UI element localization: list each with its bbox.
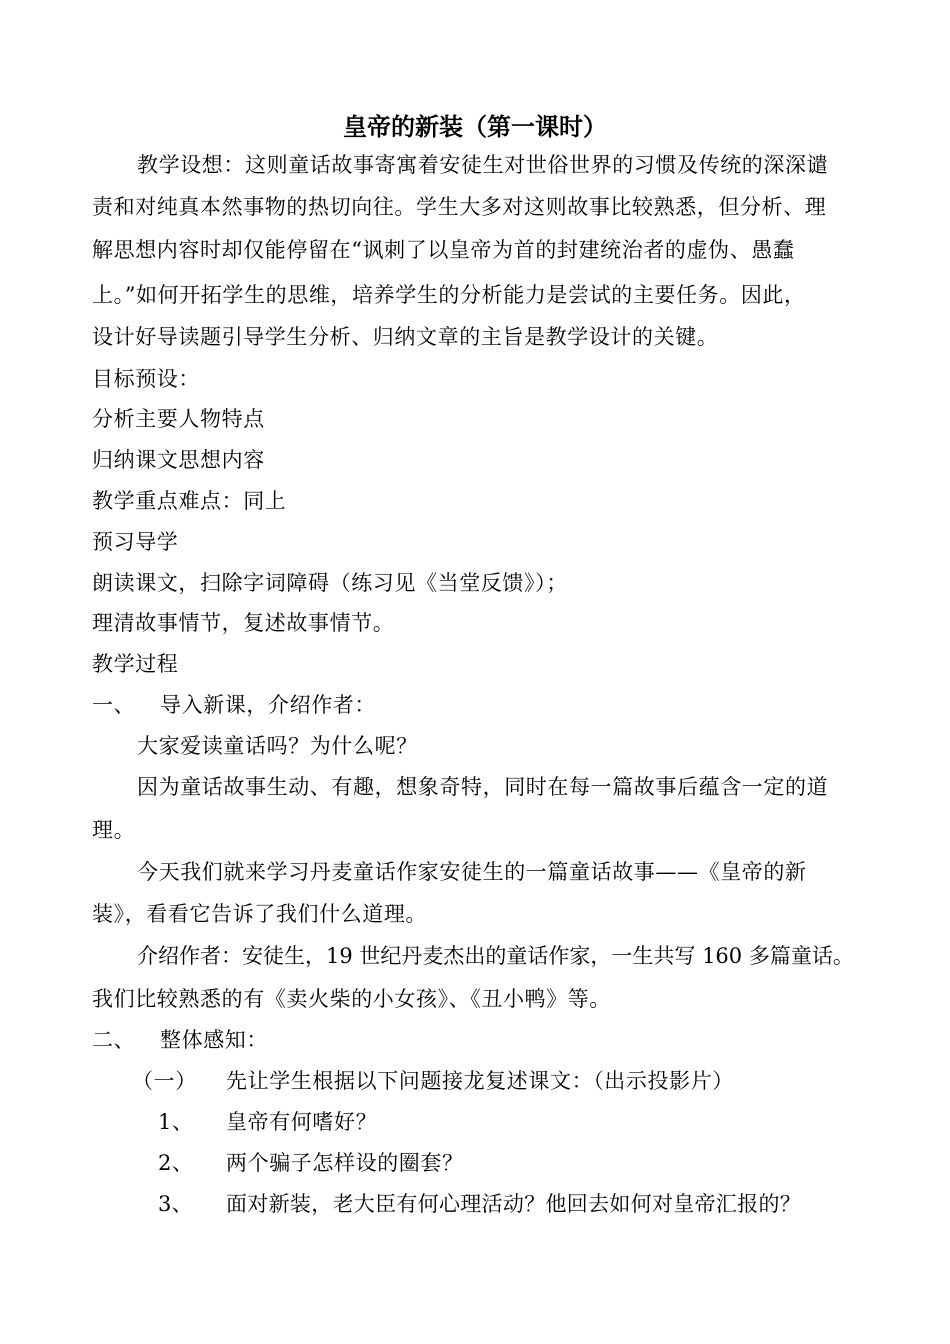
intro-line: 设计好导读题引导学生分析、归纳文章的主旨是教学设计的关键。: [92, 325, 719, 349]
preview-heading: 预习导学: [92, 530, 179, 554]
key-points: 教学重点难点：同上: [92, 489, 287, 513]
question-item: [158, 1107, 377, 1137]
body-line: 理。: [92, 818, 136, 842]
section-title: 整体感知：: [160, 1028, 268, 1052]
question-number: 3、: [158, 1192, 193, 1216]
body-line: 装》，看看它告诉了我们什么道理。: [92, 902, 428, 926]
question-text: 两个骗子怎样设的圈套？: [226, 1151, 464, 1175]
section-title: 导入新课，介绍作者：: [160, 693, 376, 717]
process-heading: 教学过程: [92, 652, 179, 676]
goal-item: 归纳课文思想内容: [92, 448, 265, 472]
question-number: 1、: [158, 1110, 194, 1134]
subsection-marker: （一）: [132, 1069, 197, 1093]
intro-line: 上。”如何开拓学生的思维，培养学生的分析能力是尝试的主要任务。因此，: [92, 283, 806, 307]
preview-item: 理清故事情节，复述故事情节。: [92, 611, 395, 635]
goals-heading: 目标预设：: [92, 367, 200, 391]
subsection-heading: [132, 1066, 734, 1096]
body-line: 大家爱读童话吗？为什么呢？: [137, 734, 418, 758]
intro-line: 教学设想：这则童话故事寄寓着安徒生对世俗世界的习惯及传统的深深谴: [137, 153, 829, 177]
section-marker: 二、: [92, 1028, 136, 1052]
question-item: [158, 1189, 801, 1219]
body-line: 今天我们就来学习丹麦童话作家安徒生的一篇童话故事——《皇帝的新: [137, 860, 807, 884]
page-title: 皇帝的新装（第一课时）: [343, 113, 607, 141]
body-line: 介绍作者：安徒生，19 世纪丹麦杰出的童话作家，一生共写 160 多篇童话。: [137, 944, 854, 968]
goal-item: 分析主要人物特点: [92, 407, 265, 431]
section-heading: [92, 690, 376, 720]
intro-line: 责和对纯真本然事物的热切向往。学生大多对这则故事比较熟悉，但分析、理: [92, 195, 827, 219]
question-item: [158, 1148, 464, 1178]
preview-item: 朗读课文，扫除字词障碍（练习见《当堂反馈》）；: [92, 571, 568, 595]
section-marker: 一、: [92, 693, 136, 717]
question-number: 2、: [158, 1151, 194, 1175]
intro-line: 解思想内容时却仅能停留在“讽刺了以皇帝为首的封建统治者的虚伪、愚蠢: [92, 238, 795, 262]
question-text: 皇帝有何嗜好？: [226, 1110, 378, 1134]
subsection-title: 先让学生根据以下问题接龙复述课文：（出示投影片）: [226, 1069, 734, 1093]
body-line: 因为童话故事生动、有趣，想象奇特，同时在每一篇故事后蕴含一定的道: [137, 775, 829, 799]
question-text: 面对新装，老大臣有何心理活动？他回去如何对皇帝汇报的？: [226, 1192, 802, 1216]
body-line: 我们比较熟悉的有《卖火柴的小女孩》、《丑小鸭》等。: [92, 987, 611, 1011]
section-heading: [92, 1025, 268, 1055]
